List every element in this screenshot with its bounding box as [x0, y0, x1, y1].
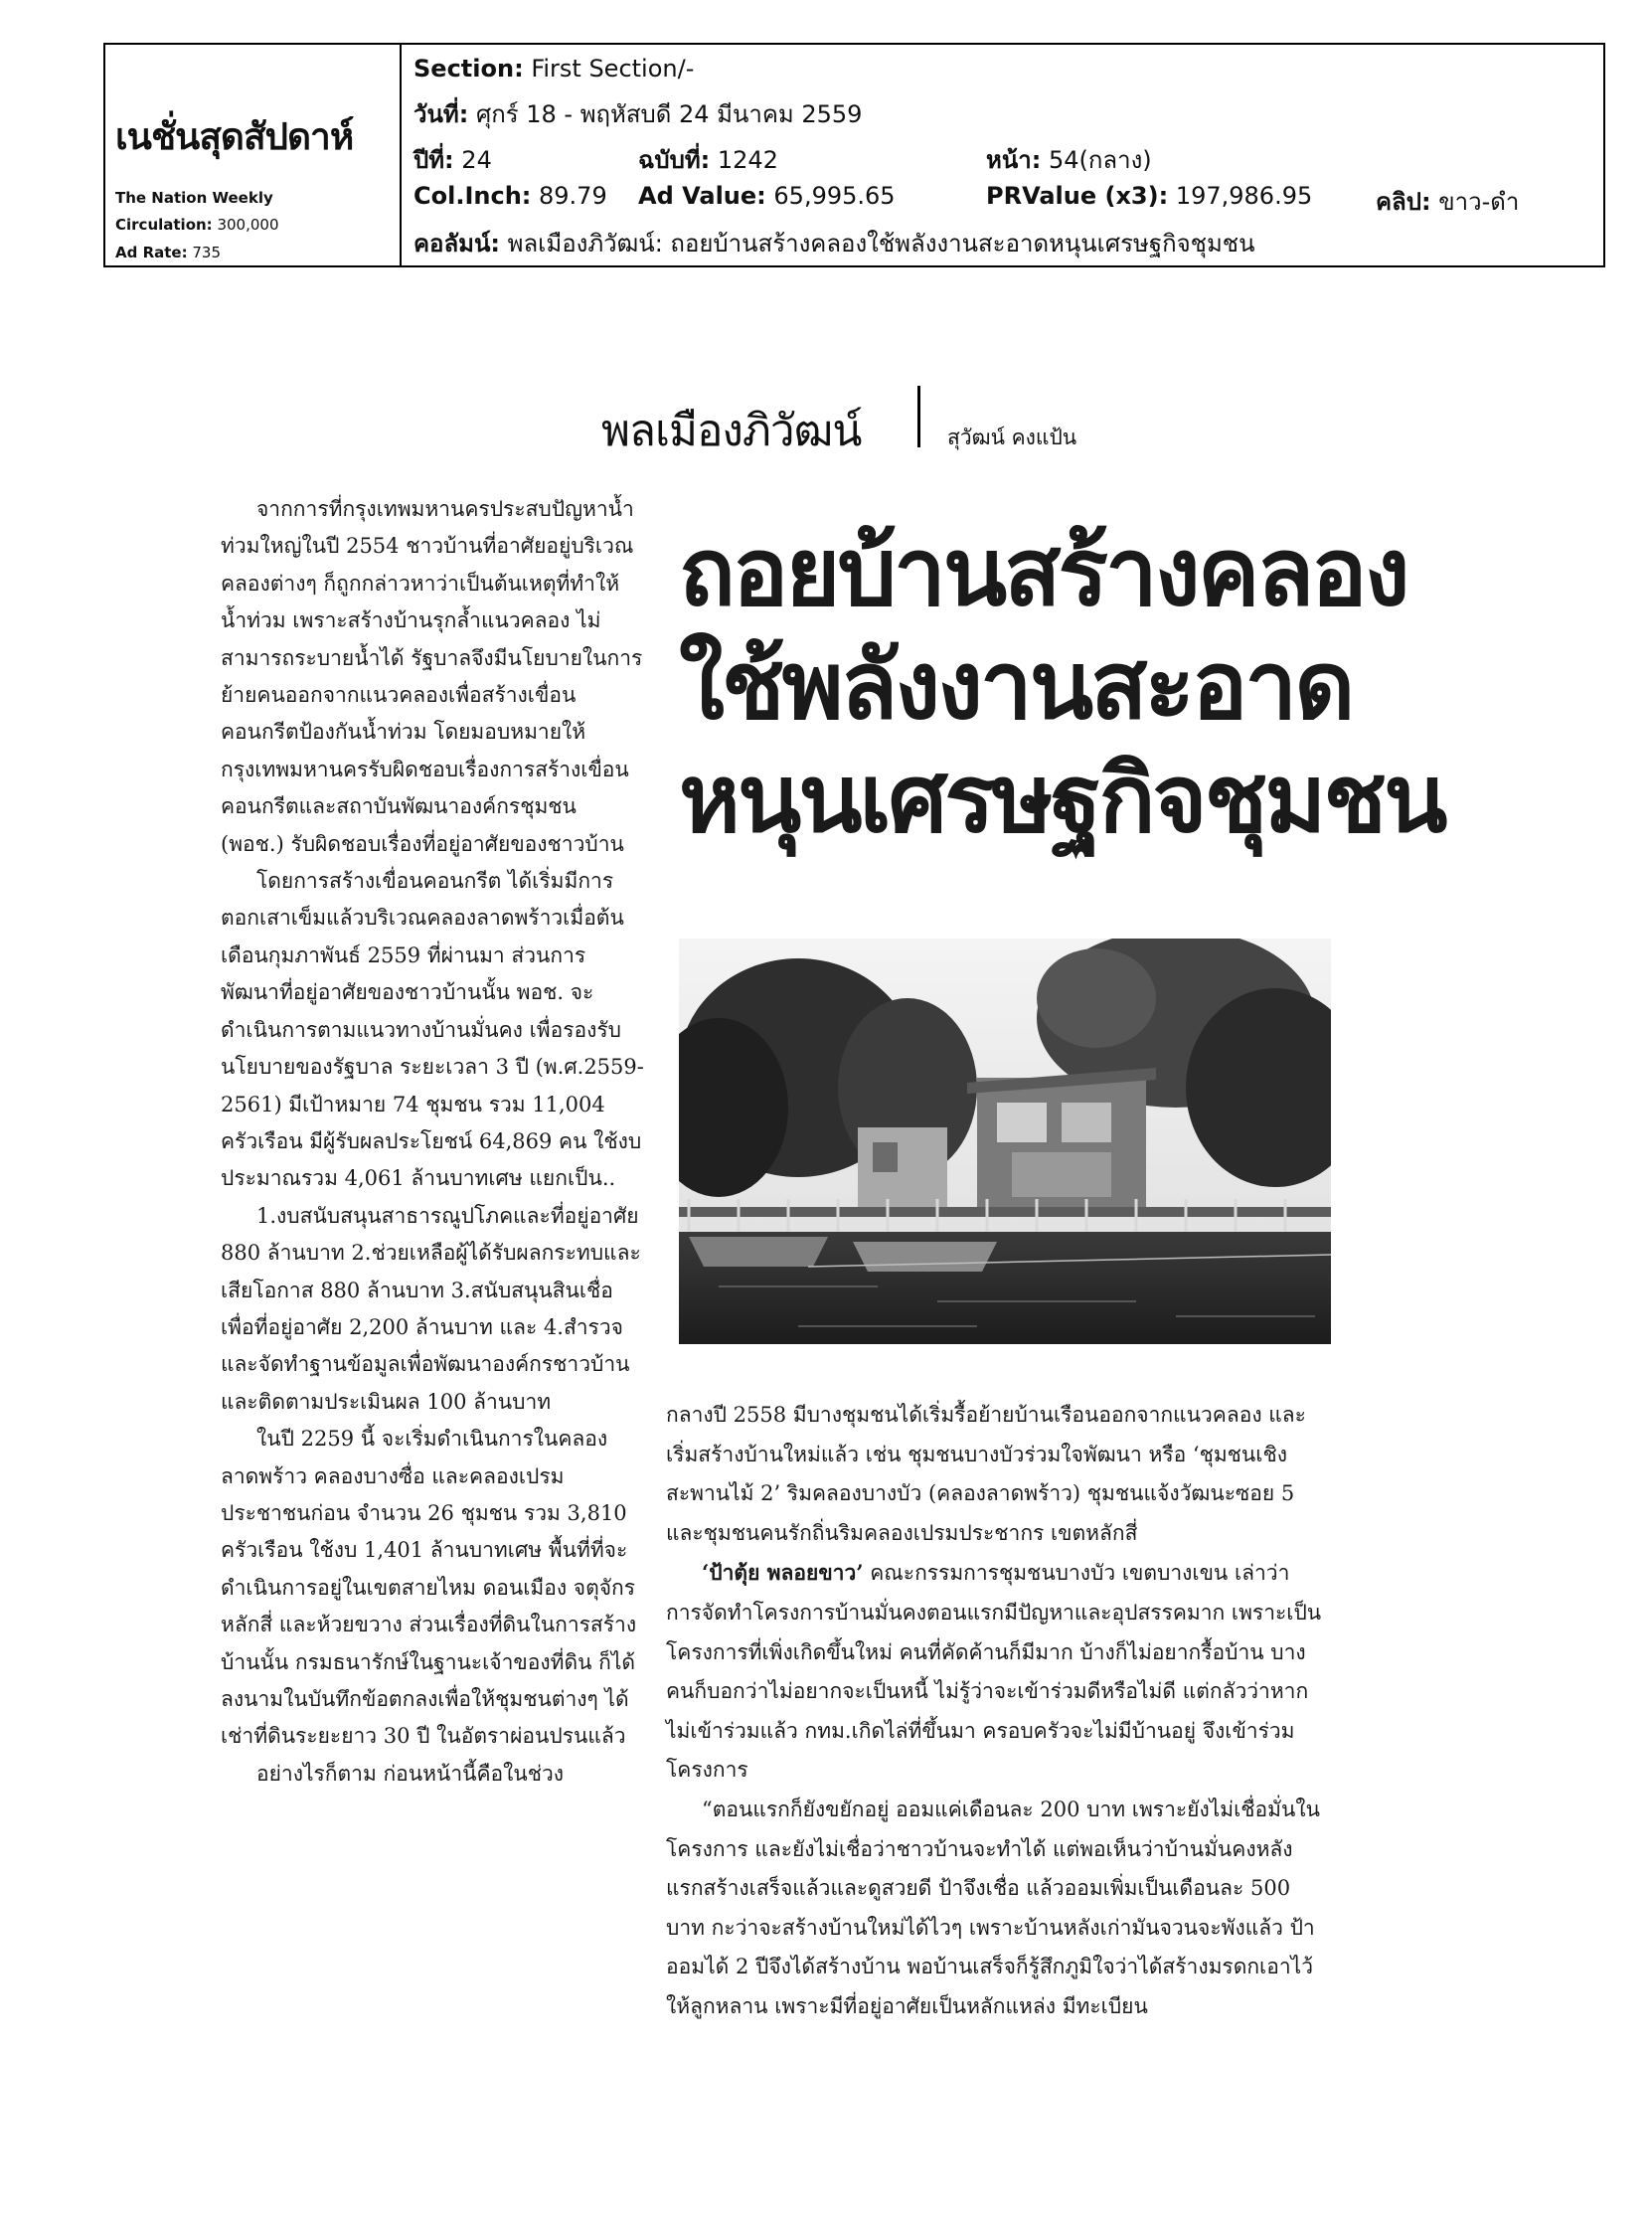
- paragraph: โดยการสร้างเขื่อนคอนกรีต ได้เริ่มมีการตอกเสาเข็มแล้วบริเวณคลองลาดพร้าวเมื่อต้นเดือนกุมภาพันธ์ 2559 ที่ผ่านมา ส่วนการพัฒนาที่อยู่อาศัยของชาวบ้านนั้น พอช. จะดำเนินการตามแนวทางบ้านมั่นคง เพื่อรองรับนโยบายของรัฐบาล ระยะเวลา 3 ปี (พ.ศ.2559-2561) มีเป้าหมาย 74 ชุมชน รวม 11,004 ครัวเรือน มีผู้รับผลประโยชน์ 64,869 คน ใช้งบประมาณรวม 4,061 ล้านบาทเศษ แยกเป็น..: [221, 869, 644, 1191]
- prvalue-label: PRValue (x3):: [986, 182, 1169, 210]
- clipping-metadata-box: [103, 43, 1605, 267]
- publication-panel: [105, 45, 402, 265]
- paragraph: จากการที่กรุงเทพมหานครประสบปัญหาน้ำท่วมใหญ่ในปี 2554 ชาวบ้านที่อาศัยอยู่บริเวณคลองต่างๆ ก็ถูกกล่าวหาว่าเป็นต้นเหตุที่ทำให้น้ำท่วม เพราะสร้างบ้านรุกล้ำแนวคลอง ไม่สามารถระบายน้ำได้ รัฐบาลจึงมีนโยบายในการย้ายคนออกจากแนวคลองเพื่อสร้างเขื่อนคอนกรีตป้องกันน้ำท่วม โดยมอบหมายให้กรุงเทพมหานครรับผิดชอบเรื่องการสร้างเขื่อนคอนกรีตและสถาบันพัฒนาองค์กรชุมชน (พอช.) รับผิดชอบเรื่องที่อยู่อาศัยของชาวบ้าน: [221, 497, 643, 856]
- date-label: วันที่:: [413, 100, 469, 128]
- colinch-cell: [413, 182, 607, 210]
- date-value: ศุกร์ 18 - พฤหัสบดี 24 มีนาคม 2559: [475, 100, 863, 128]
- publication-name-thai: เนชั่นสุดสัปดาห์: [115, 115, 354, 158]
- canal-houses-photo: [679, 939, 1331, 1344]
- advalue-value: 65,995.65: [773, 182, 896, 210]
- section-line: [413, 55, 694, 83]
- quoted-person-name: ‘ป้าตุ้ย พลอยขาว’: [702, 1560, 864, 1586]
- article-headline: [679, 517, 1494, 857]
- column-value: พลเมืองภิวัฒน์: ถอยบ้านสร้างคลองใช้พลังงานสะอาดหนุนเศรษฐกิจชุมชน: [507, 230, 1255, 257]
- article-right-column: [666, 1396, 1330, 2027]
- page-value: 54(กลาง): [1048, 146, 1152, 174]
- issue-value: 1242: [717, 146, 778, 174]
- paragraph: 1.งบสนับสนุนสาธารณูปโภคและที่อยู่อาศัย 880 ล้านบาท 2.ช่วยเหลือผู้ได้รับผลกระทบและเสียโอกาส 880 ล้านบาท 3.สนับสนุนสินเชื่อเพื่อที่อยู่อาศัย 2,200 ล้านบาท และ 4.สำรวจและจัดทำฐานข้อมูลเพื่อพัฒนาองค์กรชาวบ้านและติดตามประเมินผล 100 ล้านบาท: [221, 1203, 641, 1414]
- clip-label: คลิป:: [1376, 188, 1431, 216]
- date-line: [413, 94, 862, 133]
- advalue-label: Ad Value:: [638, 182, 766, 210]
- page-cell: [986, 140, 1152, 179]
- column-label: คอลัมน์:: [413, 230, 500, 257]
- year-value: 24: [461, 146, 492, 174]
- paragraph: [666, 1553, 1330, 1791]
- ad-rate: [115, 244, 221, 261]
- clip-value: ขาว-ดำ: [1438, 188, 1520, 216]
- article-photo: [679, 939, 1331, 1344]
- paragraph: “ตอนแรกก็ยังขยักอยู่ ออมแค่เดือนละ 200 บาท เพราะยังไม่เชื่อมั่นในโครงการ และยังไม่เชื่อว่าชาวบ้านจะทำได้ แต่พอเห็นว่าบ้านมั่นคงหลังแรกสร้างเสร็จแล้วและดูสวยดี ป้าจึงเชื่อ แล้วออมเพิ่มเป็นเดือนละ 500 บาท กะว่าจะสร้างบ้านใหม่ได้ไวๆ เพราะบ้านหลังเก่ามันจวนจะพังแล้ว ป้าออมได้ 2 ปีจึงได้สร้างบ้าน พอบ้านเสร็จก็รู้สึกภูมิใจว่าได้สร้างมรดกเอาไว้ให้ลูกหลาน เพราะมีที่อยู่อาศัยเป็นหลักแหล่ง มีทะเบียน: [666, 1797, 1320, 2018]
- year-cell: [413, 140, 492, 179]
- paragraph: กลางปี 2558 มีบางชุมชนได้เริ่มรื้อย้ายบ้านเรือนออกจากแนวคลอง และเริ่มสร้างบ้านใหม่แล้ว เช่น ชุมชนบางบัวร่วมใจพัฒนา หรือ ‘ชุมชนเชิงสะพานไม้ 2’ ริมคลองบางบัว (คลองลาดพร้าว) ชุมชนแจ้งวัฒนะซอย 5 และชุมชนคนรักถิ่นริมคลองเปรมประชากร เขตหลักสี่: [666, 1403, 1306, 1545]
- ad-rate-value: 735: [192, 244, 222, 261]
- issue-cell: [638, 140, 778, 179]
- publication-name-english: The Nation Weekly: [115, 189, 273, 207]
- year-label: ปีที่:: [413, 146, 454, 174]
- headline-line-3: หนุนเศรษฐกิจชุมชน: [679, 746, 1445, 854]
- colinch-label: Col.Inch:: [413, 182, 532, 210]
- circulation-label: Circulation:: [115, 216, 213, 234]
- section-label: Section:: [413, 55, 524, 83]
- colinch-value: 89.79: [539, 182, 607, 210]
- advalue-cell: [638, 182, 896, 210]
- prvalue-value: 197,986.95: [1175, 182, 1313, 210]
- circulation: [115, 216, 279, 234]
- headline-line-1: ถอยบ้านสร้างคลอง: [679, 519, 1407, 627]
- column-name: พลเมืองภิวัฒน์: [601, 406, 862, 456]
- column-divider: [917, 386, 920, 447]
- column-line: [413, 224, 1254, 262]
- paragraph: ในปี 2259 นี้ จะเริ่มดำเนินการในคลองลาดพร้าว คลองบางซื่อ และคลองเปรมประชาชนก่อน จำนวน 26 ชุมชน รวม 3,810 ครัวเรือน ใช้งบ 1,401 ล้านบาทเศษ พื้นที่ที่จะดำเนินการอยู่ในเขตสายไหม ดอนเมือง จตุจักร หลักสี่ และห้วยขวาง ส่วนเรื่องที่ดินในการสร้างบ้านนั้น กรมธนารักษ์ในฐานะเจ้าของที่ดิน ก็ได้ลงนามในบันทึกข้อตกลงเพื่อให้ชุมชนต่างๆ ได้เช่าที่ดินระยะยาว 30 ปี ในอัตราผ่อนปรนแล้ว: [221, 1427, 637, 1749]
- prvalue-cell: [986, 182, 1312, 210]
- paragraph-text: คณะกรรมการชุมชนบางบัว เขตบางเขน เล่าว่า การจัดทำโครงการบ้านมั่นคงตอนแรกมีปัญหาและอุปสรรคมาก เพราะเป็นโครงการที่เพิ่งเกิดขึ้นใหม่ คนที่คัดค้านก็มีมาก บ้างก็ไม่อยากรื้อบ้าน บางคนก็บอกว่าไม่อยากจะเป็นหนี้ ไม่รู้ว่าจะเข้าร่วมดีหรือไม่ดี แต่กลัวว่าหากไม่เข้าร่วมแล้ว กทม.เกิดไล่ที่ขึ้นมา ครอบครัวจะไม่มีบ้านอยู่ จึงเข้าร่วมโครงการ: [666, 1561, 1322, 1783]
- headline-line-2: ใช้พลังงานสะอาด: [679, 632, 1353, 741]
- ad-rate-label: Ad Rate:: [115, 244, 188, 261]
- article-left-column: [221, 491, 644, 1793]
- issue-label: ฉบับที่:: [638, 146, 711, 174]
- clip-cell: [1376, 182, 1519, 221]
- paragraph: อย่างไรก็ตาม ก่อนหน้านี้คือในช่วง: [256, 1761, 565, 1786]
- bleed-through-mark: [1352, 1064, 1358, 1088]
- circulation-value: 300,000: [217, 216, 279, 234]
- section-value: First Section/-: [531, 55, 695, 83]
- page-label: หน้า:: [986, 146, 1042, 174]
- author-byline: สุวัฒน์ คงแป้น: [947, 426, 1077, 449]
